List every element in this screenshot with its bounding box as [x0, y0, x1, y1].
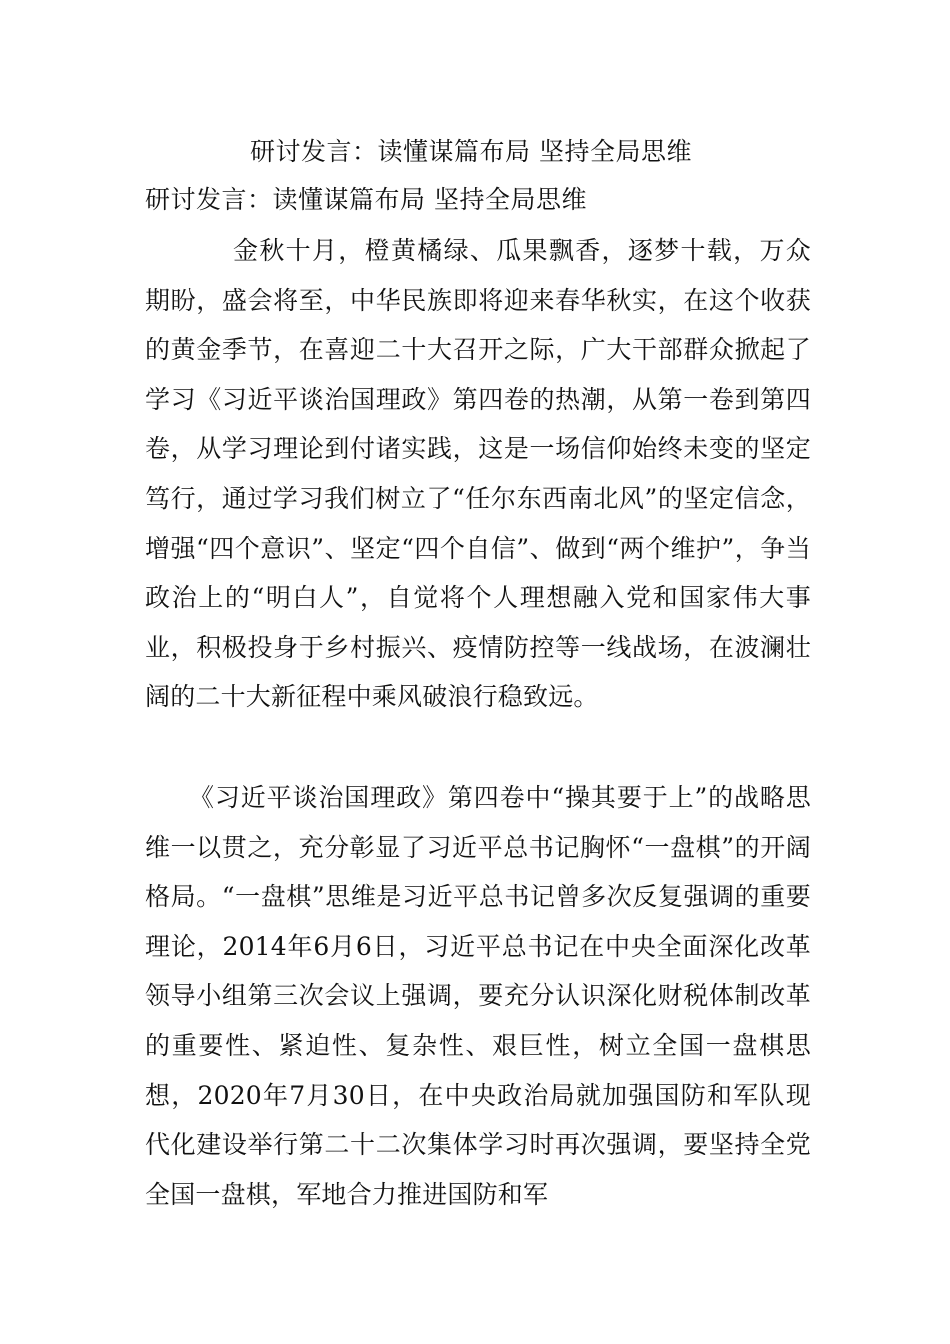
document-title: 研讨发言：读懂谋篇布局 坚持全局思维 — [250, 137, 692, 166]
paragraph-1: 金秋十月，橙黄橘绿、瓜果飘香，逐梦十载，万众期盼，盛会将至，中华民族即将迎来春华秋实，在这个收获的黄金季节，在喜迎二十大召开之际，广大干部群众掀起了学习《习近平谈治国理政》第四卷的热潮，从第一卷到第四卷，从学习理论到付诸实践，这是一场信仰始终未变的坚定笃行，通过学习我们树立了“任尔东西南北风”的坚定信念，增强“四个意识”、坚定“四个自信”、做到“两个维护”，争当政治上的“明白人”，自觉将个人理想融入党和国家伟大事业，积极投身于乡村振兴、疫情防控等一线战场，在波澜壮阔的二十大新征程中乘风破浪行稳致远。 — [145, 236, 811, 712]
paragraph-2: 《习近平谈治国理政》第四卷中“操其要于上”的战略思维一以贯之，充分彰显了习近平总书记胸怀“一盘棋”的开阔格局。“一盘棋”思维是习近平总书记曾多次反复强调的重要理论，2014年6月6日，习近平总书记在中央全面深化改革领导小组第三次会议上强调，要充分认识深化财税体制改革的重要性、紧迫性、复杂性、艰巨性，树立全国一盘棋思想，2020年7月30日，在中央政治局就加强国防和军队现代化建设举行第二十二次集体学习时再次强调，要坚持全党全国一盘棋，军地合力推进国防和军 — [145, 783, 811, 1209]
document-subtitle: 研讨发言：读懂谋篇布局 坚持全局思维 — [145, 185, 587, 214]
